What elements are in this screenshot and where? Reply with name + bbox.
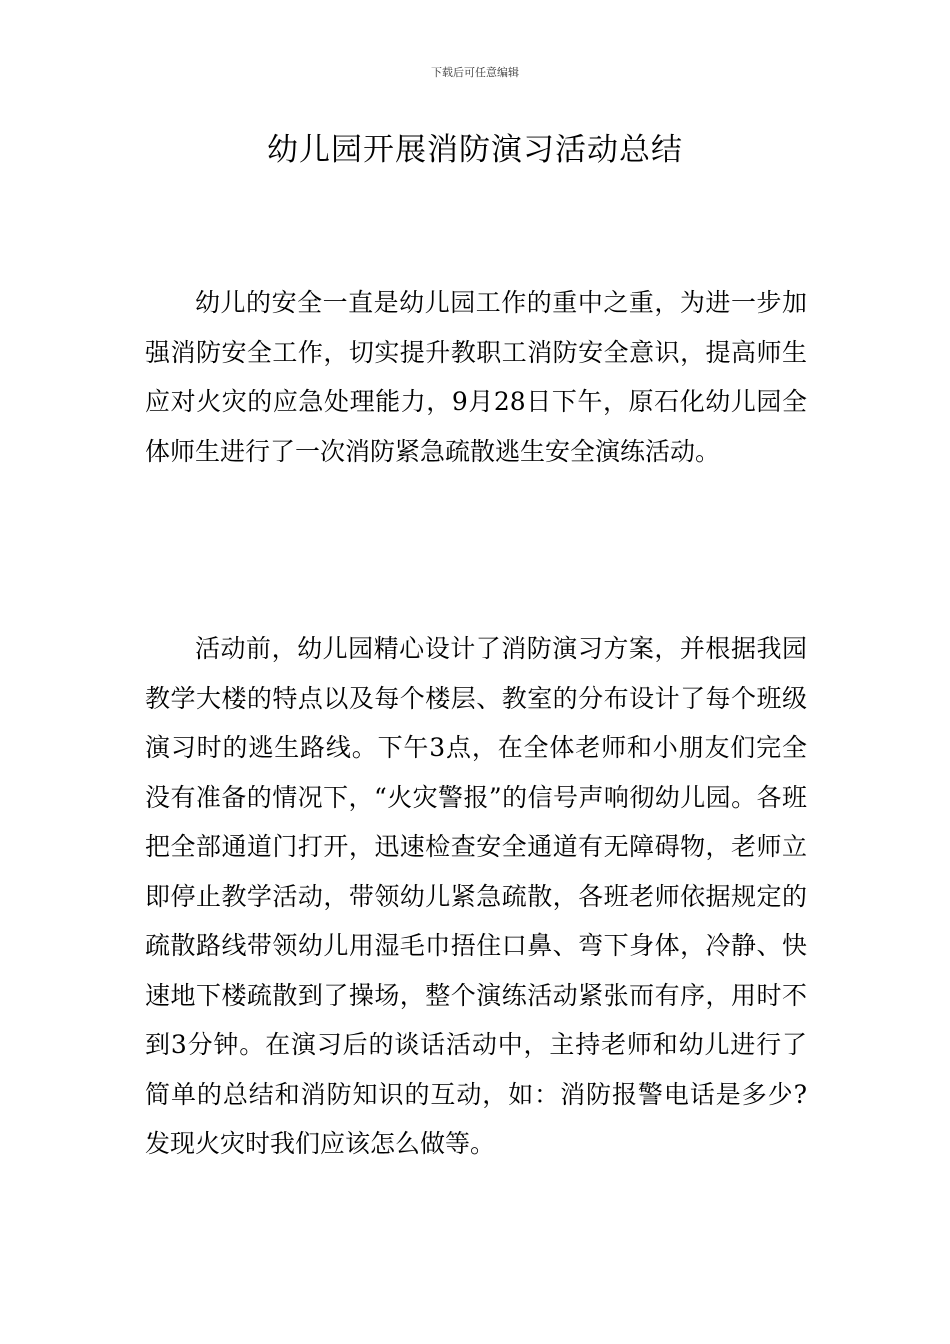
- paragraph-1: 幼儿的安全一直是幼儿园工作的重中之重，为进一步加强消防安全工作，切实提升教职工消防安全意识，提高师生应对火灾的应急处理能力，9月28日下午，原石化幼儿园全体师生进行了一次消防紧急疏散逃生安全演练活动。: [145, 288, 807, 466]
- document-title: 幼儿园开展消防演习活动总结: [267, 132, 683, 168]
- paragraph-2: 活动前，幼儿园精心设计了消防演习方案，并根据我园教学大楼的特点以及每个楼层、教室的分布设计了每个班级演习时的逃生路线。下午3点，在全体老师和小朋友们完全没有准备的情况下，“火灾警报”的信号声响彻幼儿园。各班把全部通道门打开，迅速检查安全通道有无障碍物，老师立即停止教学活动，带领幼儿紧急疏散，各班老师依据规定的疏散路线带领幼儿用湿毛巾捂住口鼻、弯下身体，冷静、快速地下楼疏散到了操场，整个演练活动紧张而有序，用时不到3分钟。在演习后的谈话活动中，主持老师和幼儿进行了简单的总结和消防知识的互动，如：消防报警电话是多少?发现火灾时我们应该怎么做等。: [145, 634, 807, 1158]
- header-note: 下载后可任意编辑: [431, 66, 519, 79]
